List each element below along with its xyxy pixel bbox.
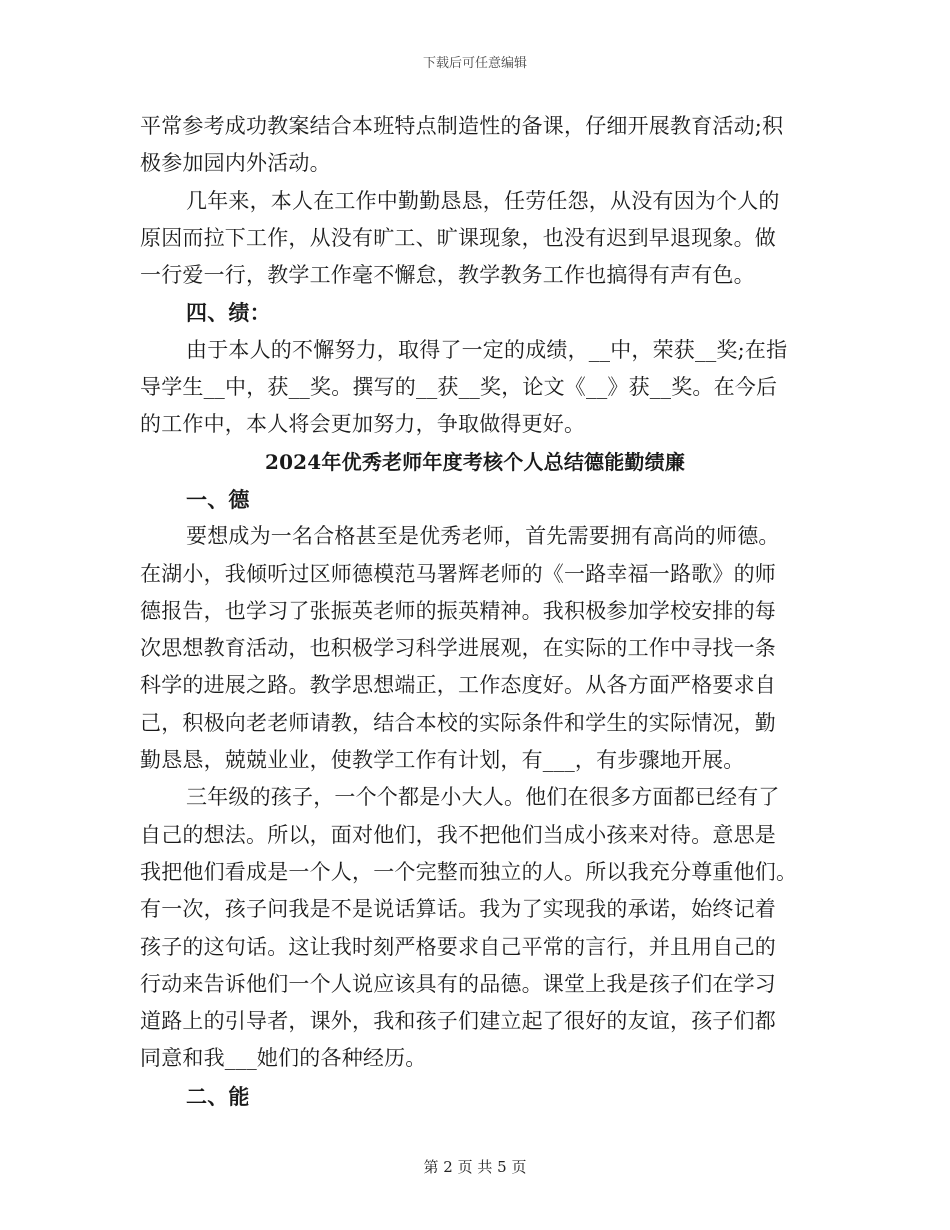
text-line: 己，积极向老老师请教，结合本校的实际条件和学生的实际情况，勤 [140,710,776,735]
text-line: 次思想教育活动，也积极学习科学进展观，在实际的工作中寻找一条 [140,636,776,661]
section-heading: 四、绩： [186,300,271,326]
text-line: 同意和我___她们的各种经历。 [140,1046,427,1071]
text-line: 一行爱一行，教学工作毫不懈怠，教学教务工作也搞得有声有色。 [140,263,755,288]
text-line: 的工作中，本人将会更加努力，争取做得更好。 [140,412,586,437]
text-line: 我把他们看成是一个人，一个完整而独立的人。所以我充分尊重他们。 [140,859,798,884]
text-line: 原因而拉下工作，从没有旷工、旷课现象，也没有迟到早退现象。做 [140,225,776,250]
text-line: 有一次，孩子问我是不是说话算话。我为了实现我的承诺，始终记着 [140,897,776,922]
section-heading: 二、能 [186,1083,250,1109]
text-line: 导学生__中，获__奖。撰写的__获__奖，论文《__》获__奖。在今后 [140,375,778,400]
text-line: 自己的想法。所以，面对他们，我不把他们当成小孩来对待。意思是 [140,822,776,847]
document-title: 2024年优秀老师年度考核个人总结德能勤绩廉 [264,449,686,474]
text-line: 德报告，也学习了张振英老师的振英精神。我积极参加学校安排的每 [140,598,776,623]
section-heading: 一、德 [186,486,250,512]
page-header: 下载后可任意编辑 [422,56,527,71]
document-body [140,108,810,1115]
text-line: 勤恳恳，兢兢业业，使教学工作有计划，有___，有步骤地开展。 [140,748,745,773]
text-line: 孩子的这句话。这让我时刻严格要求自己平常的言行，并且用自己的 [140,934,776,959]
text-line: 道路上的引导者，课外，我和孩子们建立起了很好的友谊，孩子们都 [140,1009,776,1034]
paragraph-start: 要想成为一名合格甚至是优秀老师，首先需要拥有高尚的师德。 [186,524,780,549]
text-line: 极参加园内外活动。 [140,151,331,176]
text-line: 科学的进展之路。教学思想端正，工作态度好。从各方面严格要求自 [140,673,776,698]
paragraph-start: 几年来，本人在工作中勤勤恳恳，任劳任怨，从没有因为个人的 [186,188,780,213]
text-line: 在湖小，我倾听过区师德模范马署辉老师的《一路幸福一路歌》的师 [140,561,776,586]
paragraph-start: 三年级的孩子，一个个都是小大人。他们在很多方面都已经有了 [186,785,780,810]
text-line: 平常参考成功教案结合本班特点制造性的备课，仔细开展教育活动;积 [140,114,784,138]
paragraph-start: 由于本人的不懈努力，取得了一定的成绩，__中，荣获__奖;在指 [186,337,788,362]
text-line: 行动来告诉他们一个人说应该具有的品德。课堂上我是孩子们在学习 [140,971,776,996]
page-footer: 第 2 页 共 5 页 [423,1158,527,1176]
